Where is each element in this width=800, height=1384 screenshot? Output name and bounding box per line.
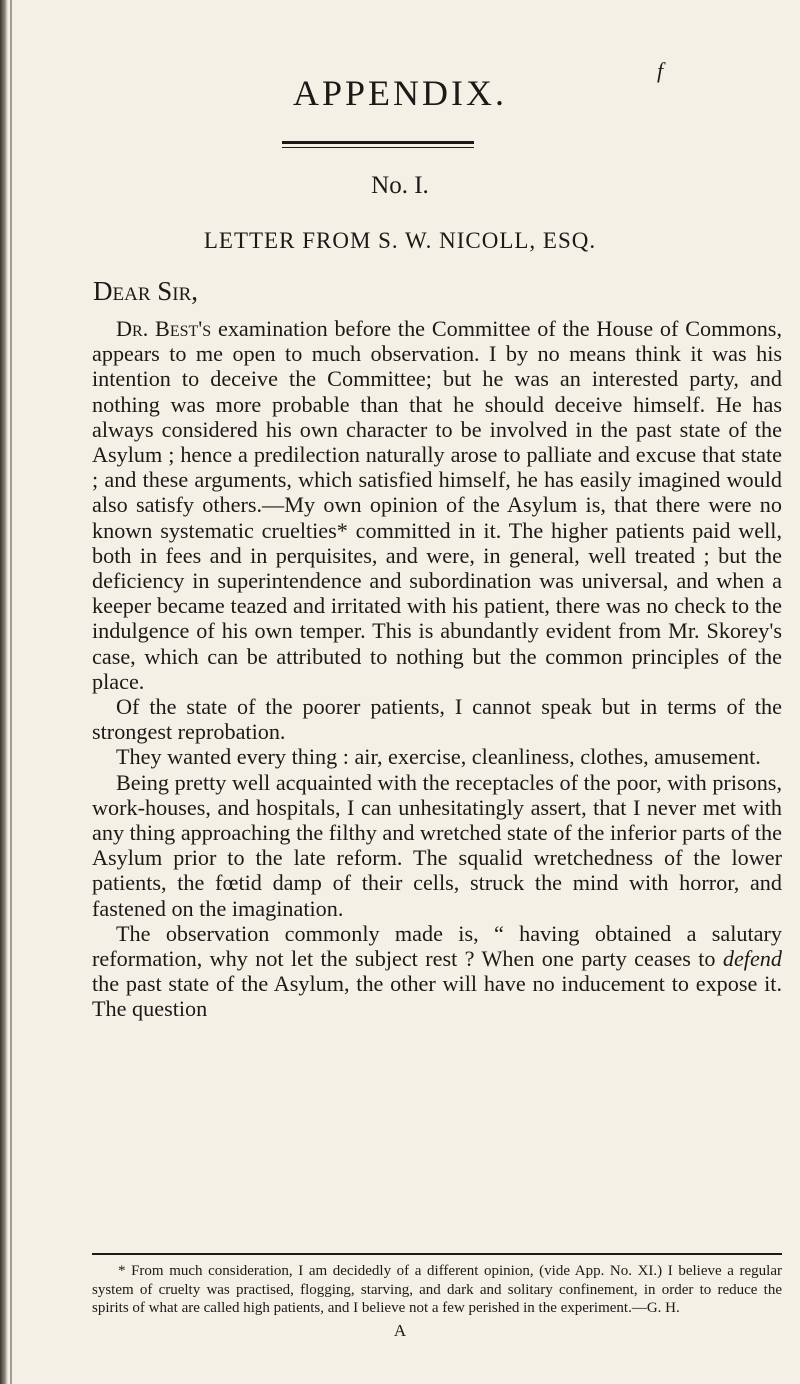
salutation: Dear Sir,: [93, 276, 199, 306]
margin-mark: f: [657, 58, 664, 83]
paragraph-5-emphasis: defend: [722, 946, 782, 972]
page-binding-line: [10, 0, 12, 1384]
footnote: [92, 1262, 782, 1318]
paragraph-3: They wanted every thing : air, exercise, cleanliness, clothes, amusement.: [116, 744, 761, 770]
paragraph-5-text-b: the past state of the Asylum, the other will have no inducement to expose it. The question: [92, 971, 782, 1022]
section-number: No. I.: [371, 172, 429, 199]
footnote-rule: [92, 1253, 782, 1255]
page-title: APPENDIX.: [292, 73, 507, 113]
paragraph-2: Of the state of the poorer patients, I cannot speak but in terms of the strongest reprobation.: [92, 694, 782, 745]
paragraph-4: Being pretty well acquainted with the receptacles of the poor, with prisons, work-houses, and hospitals, I can unhesitatingly assert, that I never met with any thing approaching the filthy and wretched state of the inferior parts of the Asylum prior to the late reform. The squalid wretchedness of the lower patients, the fœtid damp of their cells, struck the mind with horror, and fastened on the imagination.: [92, 769, 782, 921]
title-rule-thick: [282, 141, 474, 144]
paragraph-1: [92, 316, 782, 694]
letter-body: [92, 316, 782, 1022]
paragraph-5: [92, 921, 782, 1022]
footnote-text: * From much consideration, I am decidedly of a different opinion, (vide App. No. XI.) I believe a regular system of cruelty was practised, flogging, starving, and dark and solitary confinement, in order to reduce the spirits of what are called high patients, and I believe not a few perished in the experiment.—G. H.: [92, 1263, 782, 1316]
page-binding-edge: [0, 0, 8, 1384]
paragraph-1-lead: Dr. Best's: [116, 316, 212, 341]
title-rule-thin: [282, 147, 474, 148]
paragraph-5-text-a: The observation commonly made is, “ having obtained a salutary reformation, why not let the subject rest ? When one party ceases to: [92, 920, 782, 972]
paragraph-1-text: examination before the Committee of the House of Commons, appears to me open to much observation. I by no means think it was his intention to deceive the Committee; but he was an interested party, and nothing was more probable than that he should deceive himself. He has always considered his own character to be involved in the past state of the Asylum ; hence a predilection naturally arose to palliate and excuse that state ; and these arguments, which satisfied himself, he has easily imagined would also satisfy others.—My own opinion of the Asylum is, that there were no known systematic cruelties* committed in it. The higher patients paid well, both in fees and in perquisites, and were, in general, well treated ; but the deficiency in superintendence and subordination was universal, and when a keeper became teazed and irritated with his patient, there was no check to the indulgence of his own temper. This is abundantly evident from Mr. Skorey's case, which can be attributed to nothing but the common principles of the place.: [92, 316, 782, 694]
signature-mark: A: [393, 1321, 407, 1340]
letter-heading: LETTER FROM S. W. NICOLL, ESQ.: [203, 228, 597, 253]
